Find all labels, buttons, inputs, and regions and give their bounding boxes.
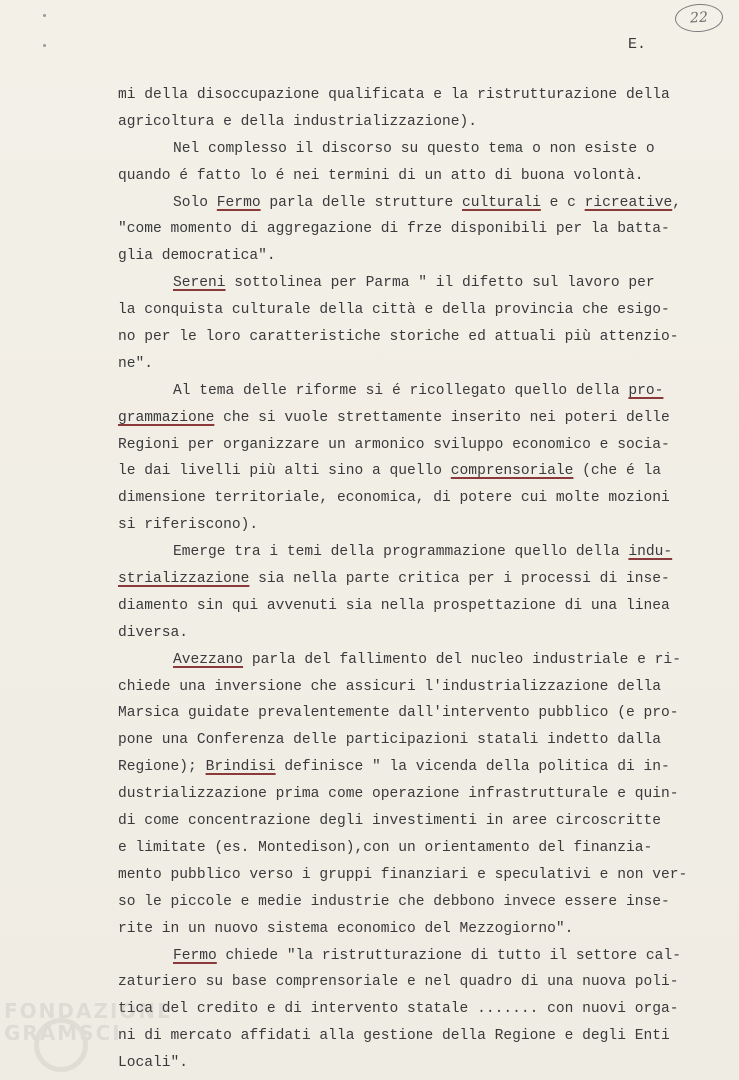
text-line [118,754,693,781]
text-segment: so le piccole e medie industrie che debbono invece essere inse- [118,893,670,910]
text-line [118,781,693,808]
text-segment: dustrializzazione prima come operazione infrastrutturale e quin- [118,786,679,803]
text-segment: quando é fatto lo é nei termini di un atto di buona volontà. [118,167,644,184]
typewritten-text-body [118,82,693,1077]
text-segment: e c [540,194,585,211]
paper-speck [43,14,46,17]
text-line [118,109,693,136]
text-line [118,1050,693,1077]
text-line [118,1023,693,1050]
underlined-term: Fermo [216,194,261,211]
underlined-term: grammazione [118,409,215,426]
paper-speck [43,44,46,47]
text-segment: Regione); [118,759,206,776]
section-letter: E. [628,36,647,53]
text-line [118,216,693,243]
text-line [118,593,693,620]
underlined-term: culturali [462,194,541,211]
text-segment: dimensione territoriale, economica, di potere cui molte mozioni [118,490,670,507]
text-segment: Regioni per organizzare un armonico sviluppo economico e socia- [118,436,670,453]
text-line [118,378,693,405]
text-segment: no per le loro caratteristiche storiche ed attuali più attenzio- [118,329,679,346]
text-line [118,458,693,485]
underlined-term: comprensoriale [450,463,574,480]
underlined-term: Brindisi [205,759,276,776]
text-segment: definisce " la vicenda della politica di in- [275,759,670,776]
text-segment: tica del credito e di intervento statale ....... con nuovi orga- [118,1001,679,1018]
text-segment: sottolinea per Parma " il difetto sul lavoro per [225,275,655,292]
text-line [118,539,693,566]
text-segment: che si vuole strettamente inserito nei poteri delle [214,409,670,426]
text-segment: Marsica guidate prevalentemente dall'intervento pubblico (e pro- [118,705,679,722]
text-segment: zaturiero su base comprensoriale e nel quadro di una nuova poli- [118,974,679,991]
text-segment: di come concentrazione degli investimenti in aree circoscritte [118,813,661,830]
text-segment: , [672,194,681,211]
text-segment: Solo [173,194,217,211]
text-line [118,163,693,190]
text-segment: parla del fallimento del nucleo industriale e ri- [243,651,681,668]
underlined-term: Fermo [173,947,217,964]
text-segment: agricoltura e della industrializzazione). [118,113,478,130]
text-line [118,566,693,593]
text-segment: le dai livelli più alti sino a quello [118,463,451,480]
text-segment: ni di mercato affidati alla gestione della Regione e degli Enti [118,1028,670,1045]
watermark-text: FONDAZIONE GRAMSCI [4,999,173,1045]
text-segment: sia nella parte critica per i processi di inse- [249,571,670,588]
text-line [118,674,693,701]
text-line [118,270,693,297]
text-segment: diversa. [118,624,189,641]
text-segment: Emerge tra i temi della programmazione quello della [173,544,629,561]
text-segment: Nel complesso il discorso su questo tema o non esiste o [173,140,655,157]
text-line [118,512,693,539]
text-line [118,190,693,217]
text-line [118,485,693,512]
text-line [118,862,693,889]
text-line [118,432,693,459]
text-line [118,136,693,163]
text-segment: pone una Conferenza delle participazioni statali indetto dalla [118,732,661,749]
handwritten-page-number: 22 [674,3,723,33]
text-segment: Al tema delle riforme si é ricollegato quello della [173,382,629,399]
text-line [118,889,693,916]
text-segment: Locali". [118,1055,189,1072]
text-line [118,943,693,970]
text-line [118,969,693,996]
text-segment: mi della disoccupazione qualificata e la ristrutturazione della [118,87,670,103]
text-line [118,405,693,432]
text-line [118,297,693,324]
text-segment: si riferiscono). [118,517,259,534]
text-line [118,727,693,754]
underlined-term: Sereni [173,275,226,292]
text-line [118,835,693,862]
text-line [118,243,693,270]
underlined-term: indu- [628,544,673,561]
text-segment: ne". [118,355,154,372]
text-segment: (che é la [573,463,661,480]
text-line [118,82,693,109]
text-line [118,916,693,943]
text-line [118,324,693,351]
text-line [118,351,693,378]
underlined-term: strializzazione [118,571,250,588]
text-line [118,620,693,647]
text-line [118,808,693,835]
underlined-term: pro- [628,382,664,399]
underlined-term: Avezzano [173,651,244,668]
text-segment: diamento sin qui avvenuti sia nella prospettazione di una linea [118,597,670,614]
underlined-term: ricreative [584,194,673,211]
text-line [118,700,693,727]
text-segment: la conquista culturale della città e della provincia che esigo- [118,302,670,319]
text-segment: mento pubblico verso i gruppi finanziari e speculativi e non ver- [118,866,688,883]
text-segment: chiede una inversione che assicuri l'industrializzazione della [118,678,661,695]
text-segment: parla delle strutture [260,194,463,211]
text-segment: e limitate (es. Montedison),con un orientamento del finanzia- [118,839,653,856]
text-segment: "come momento di aggregazione di frze disponibili per la batta- [118,221,670,238]
text-segment: rite in un nuovo sistema economico del Mezzogiorno". [118,920,574,937]
text-segment: chiede "la ristrutturazione di tutto il settore cal- [216,947,681,964]
text-line [118,647,693,674]
text-segment: glia democratica". [118,248,276,265]
text-line [118,996,693,1023]
